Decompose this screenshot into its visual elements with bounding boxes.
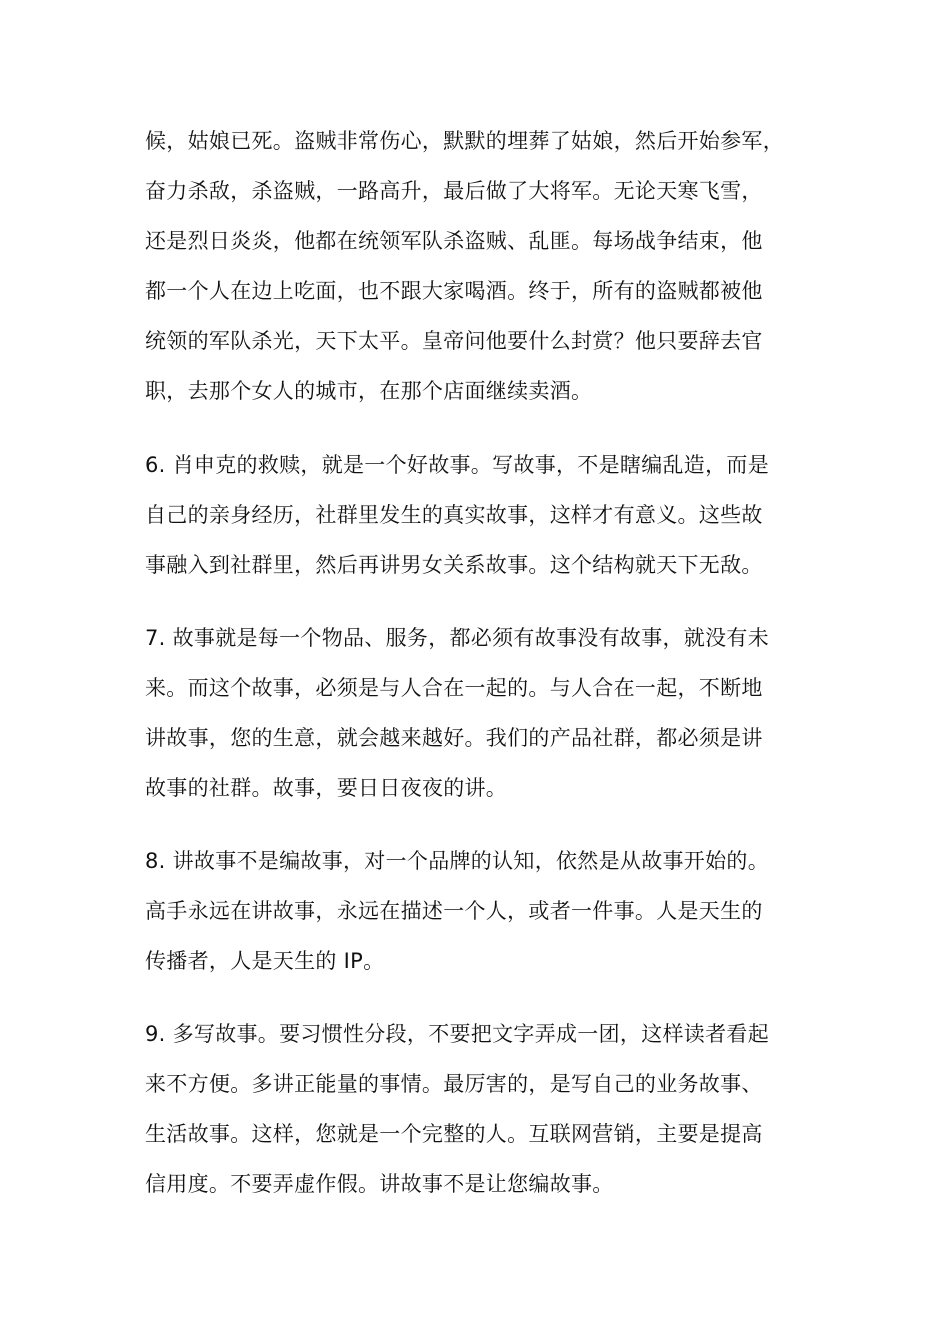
- text-line: 候，姑娘已死。盗贼非常伤心，默默的埋葬了姑娘，然后开始参军，: [145, 129, 784, 153]
- text-line: 自己的亲身经历，社群里发生的真实故事，这样才有意义。这些故: [145, 503, 763, 527]
- text-line: 6. 肖申克的救赎，就是一个好故事。写故事，不是瞎编乱造，而是: [145, 453, 770, 477]
- text-line: 还是烈日炎炎，他都在统领军队杀盗贼、乱匪。每场战争结束，他: [145, 229, 763, 253]
- text-line: 统领的军队杀光，天下太平。皇帝问他要什么封赏？他只要辞去官: [145, 329, 763, 353]
- text-line: 传播者，人是天生的 IP。: [145, 949, 385, 973]
- text-line: 信用度。不要弄虚作假。讲故事不是让您编故事。: [145, 1172, 614, 1196]
- text-line: 都一个人在边上吃面，也不跟大家喝酒。终于，所有的盗贼都被他: [145, 279, 763, 303]
- text-line: 9. 多写故事。要习惯性分段，不要把文字弄成一团，这样读者看起: [145, 1022, 770, 1046]
- text-line: 职，去那个女人的城市，在那个店面继续卖酒。: [145, 379, 593, 403]
- text-line: 奋力杀敌，杀盗贼，一路高升，最后做了大将军。无论天寒飞雪，: [145, 179, 763, 203]
- text-line: 高手永远在讲故事，永远在描述一个人，或者一件事。人是天生的: [145, 899, 763, 923]
- text-line: 生活故事。这样，您就是一个完整的人。互联网营销，主要是提高: [145, 1122, 763, 1146]
- text-line: 故事的社群。故事，要日日夜夜的讲。: [145, 776, 508, 800]
- text-line: 8. 讲故事不是编故事，对一个品牌的认知，依然是从故事开始的。: [145, 849, 770, 873]
- text-line: 来。而这个故事，必须是与人合在一起的。与人合在一起，不断地: [145, 676, 763, 700]
- text-line: 讲故事，您的生意，就会越来越好。我们的产品社群，都必须是讲: [145, 726, 763, 750]
- text-line: 7. 故事就是每一个物品、服务，都必须有故事没有故事，就没有未: [145, 626, 770, 650]
- text-line: 来不方便。多讲正能量的事情。最厉害的，是写自己的业务故事、: [145, 1072, 763, 1096]
- text-line: 事融入到社群里，然后再讲男女关系故事。这个结构就天下无敌。: [145, 553, 763, 577]
